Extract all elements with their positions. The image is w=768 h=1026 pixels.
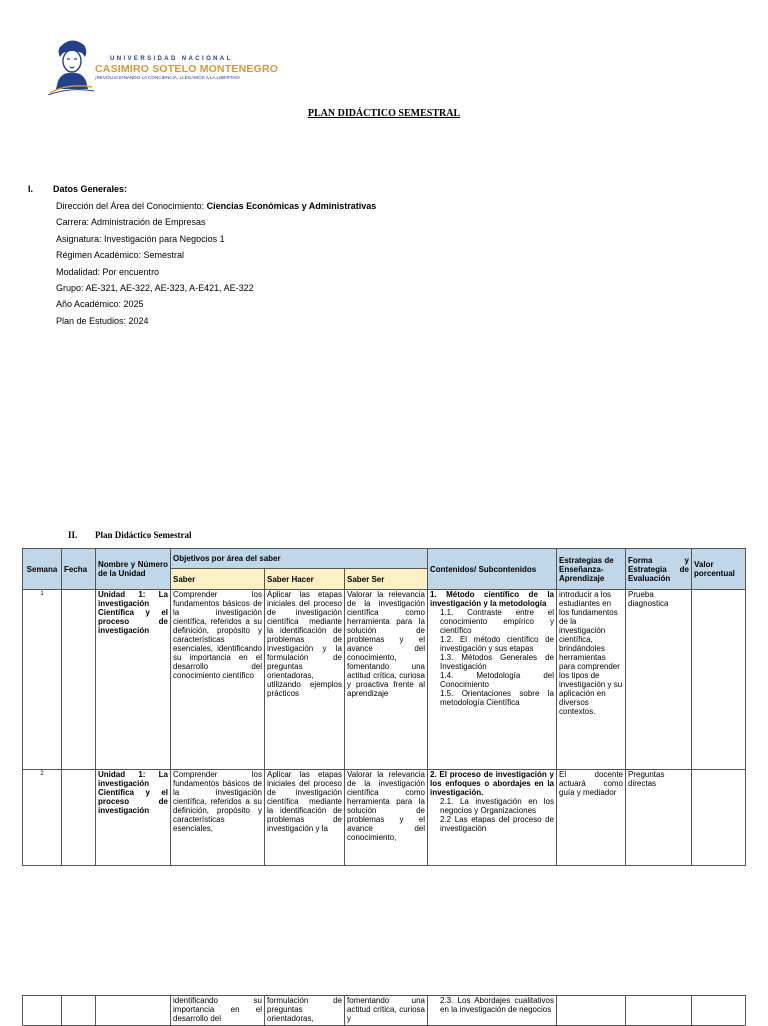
university-logo — [48, 37, 278, 95]
value-cell — [692, 770, 746, 866]
document-title: PLAN DIDÁCTICO SEMESTRAL — [307, 108, 461, 119]
area-value: Ciencias Económicas y Administrativas — [206, 201, 377, 211]
career-line: Carrera: Administración de Empresas — [56, 217, 206, 228]
year-line: Año Académico: 2025 — [56, 299, 144, 310]
value-cell — [692, 996, 746, 1026]
header-semana: Semana — [23, 549, 62, 590]
header-saber: Saber — [171, 569, 265, 590]
section-heading — [28, 184, 376, 194]
university-name: CASIMIRO SOTELO MONTENEGRO — [95, 63, 279, 75]
strategy-cell: introducir a los estudiantes en los fundamentos de la investigación científica, brindándoles herramientas para comprender los tipos de investigación y su aplicación en diversos contextos. — [557, 590, 626, 770]
portrait-emblem-icon — [48, 37, 94, 95]
header-unidad: Nombre y Número de la Unidad — [96, 549, 171, 590]
table-row — [23, 770, 746, 866]
saber-ser-cell: Valorar la relevancia de la investigación científica como herramienta para la solución de problemas y el avance del conocimiento, fomentando una actitud crítica, curiosa y proactiva frente al aprendizaje — [345, 590, 428, 770]
saber-cell: Comprender los fundamentos básicos de la investigación científica, referidos a su definición, propósito y características esenciales, identificando su importancia en el desarrollo del conocimiento científico — [171, 590, 265, 770]
strategy-cell — [557, 996, 626, 1026]
header-saber-hacer: Saber Hacer — [265, 569, 345, 590]
saber-hacer-cell: Aplicar las etapas iniciales del proceso de investigación científica mediante la identificación de problemas de investigación y la — [265, 770, 345, 866]
section-title: Plan Didáctico Semestral — [95, 530, 192, 540]
unit-cell: Unidad 1: La investigación Científica y el proceso de investigación — [96, 590, 171, 770]
section-title: Datos Generales: — [53, 184, 128, 194]
week-cell: 2 — [23, 770, 62, 866]
section-number: II. — [68, 530, 78, 540]
content-cell — [428, 590, 557, 770]
content-item: 1.2. El método científico de investigación y sus etapas — [440, 635, 554, 653]
saber-ser-cell: Valorar la relevancia de la investigación científica como herramienta para la solución de problemas y el avance del conocimiento, — [345, 770, 428, 866]
content-item: 2.1. La investigación en los negocios y Organizaciones — [440, 797, 554, 815]
content-item: 2.2 Las etapas del proceso de investigación — [440, 815, 554, 833]
regime-line: Régimen Académico: Semestral — [56, 250, 185, 261]
table-row — [23, 590, 746, 770]
content-item: 1.3. Métodos Generales de Investigación — [440, 653, 554, 671]
plan-table — [22, 548, 746, 866]
content-cell: 2.3. Los Abordajes cualitativos en la investigación de negocios — [428, 996, 557, 1026]
header-valor: Valor porcentual — [692, 549, 746, 590]
evaluation-cell: Prueba diagnostica — [626, 590, 692, 770]
header-fecha: Fecha — [62, 549, 96, 590]
saber-cell: Comprender los fundamentos básicos de la investigación científica, referidos a su definición, propósito y características esenciales, — [171, 770, 265, 866]
saber-hacer-cell: Aplicar las etapas iniciales del proceso de investigación científica mediante la identificación de problemas de investigación y la formulación de preguntas orientadoras, utilizando ejemplos prácticos — [265, 590, 345, 770]
subject-line: Asignatura: Investigación para Negocios 1 — [56, 233, 225, 244]
content-item: 1.4. Metodología del Conocimiento — [440, 671, 554, 689]
section-number: I. — [28, 184, 34, 194]
evaluation-cell: Preguntas directas — [626, 770, 692, 866]
group-line: Grupo: AE-321, AE-322, AE-323, A-E421, AE-322 — [56, 282, 254, 293]
content-item: 1.5. Orientaciones sobre la metodología Científica — [440, 689, 554, 707]
unit-cell: Unidad 1: La investigación Científica y el proceso de investigación — [96, 770, 171, 866]
date-cell — [62, 590, 96, 770]
header-estrategias: Estrategias de Enseñanza-Aprendizaje — [557, 549, 626, 590]
table-row — [23, 996, 746, 1026]
saber-ser-cell: fomentando una actitud crítica, curiosa y — [345, 996, 428, 1026]
unit-cell — [96, 996, 171, 1026]
strategy-cell: El docente actuará como guía y mediador — [557, 770, 626, 866]
date-cell — [62, 770, 96, 866]
content-cell — [428, 770, 557, 866]
date-cell — [62, 996, 96, 1026]
evaluation-cell — [626, 996, 692, 1026]
modality-line: Modalidad: Por encuentro — [56, 266, 160, 277]
header-evaluacion: Forma y Estrategia de Evaluación — [626, 549, 692, 590]
saber-hacer-cell: formulación de preguntas orientadoras, — [265, 996, 345, 1026]
area-label: Dirección del Área del Conocimiento: — [56, 201, 207, 211]
saber-cell: identificando su importancia en el desarrollo del — [171, 996, 265, 1026]
value-cell — [692, 590, 746, 770]
general-data-section — [28, 184, 376, 329]
week-cell: 1 — [23, 590, 62, 770]
week-cell — [23, 996, 62, 1026]
content-title: 1. Método científico de la investigación y la metodología — [430, 590, 554, 608]
header-objetivos: Objetivos por área del saber — [171, 549, 428, 569]
content-item: 1.1. Contraste entre el conocimiento empírico y científico — [440, 608, 554, 635]
plan-section-heading — [68, 530, 191, 540]
university-motto: ¡REVOLUCIONANDO LA CONCIENCIA, LLEGAMOS A LA LIBERTAD! — [95, 75, 240, 80]
header-saber-ser: Saber Ser — [345, 569, 428, 590]
area-line — [56, 198, 376, 214]
plan-line: Plan de Estudios: 2024 — [56, 315, 149, 326]
university-label: UNIVERSIDAD NACIONAL — [110, 56, 233, 62]
content-title: 2. El proceso de investigación y los enfoques o abordajes en la investigación. — [430, 770, 554, 797]
header-contenidos: Contenidos/ Subcontenidos — [428, 549, 557, 590]
plan-table-continuation — [22, 995, 746, 1026]
